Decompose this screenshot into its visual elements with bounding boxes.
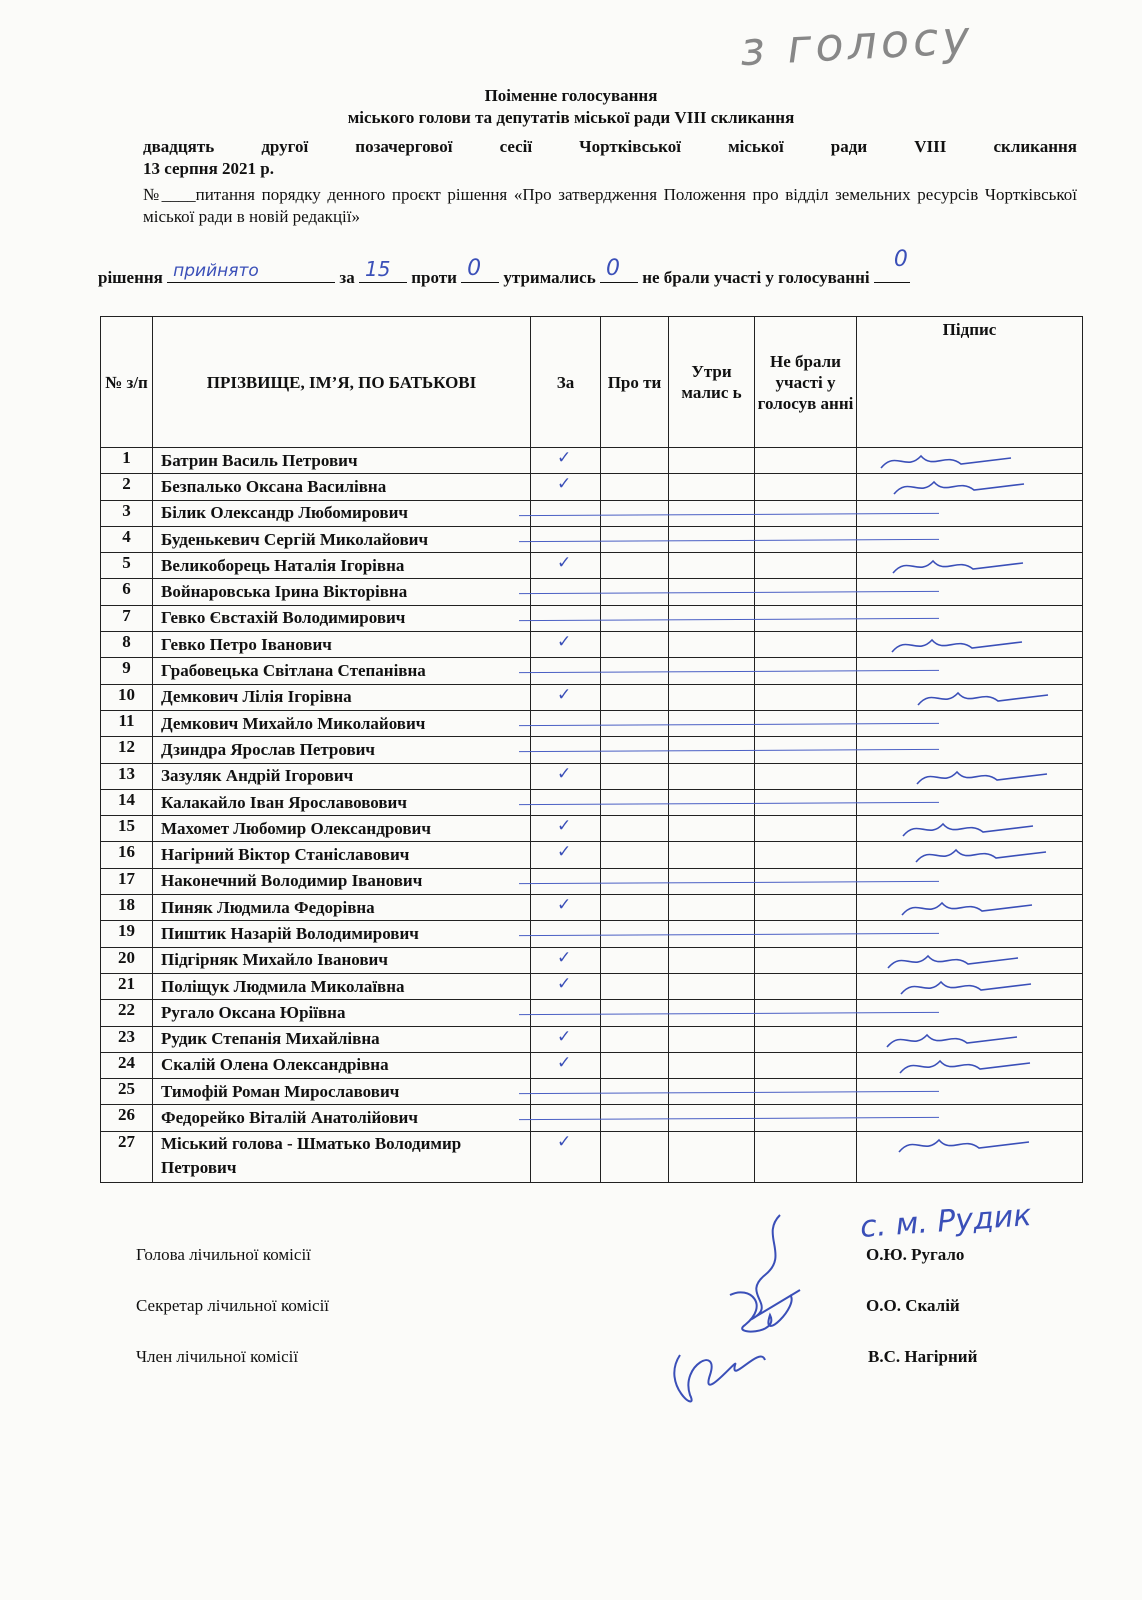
vote-for-cell: [531, 448, 601, 474]
document-title: Поіменне голосування: [484, 86, 658, 105]
vote-against-cell: [601, 816, 669, 842]
signature-icon: [861, 632, 1061, 658]
vote-against-cell: [601, 947, 669, 973]
table-row: [101, 1000, 1083, 1026]
signature-stroke: [903, 824, 1033, 836]
row-number: 27: [101, 1131, 153, 1182]
signature-cell: [857, 632, 1083, 658]
vote-abstained-cell: [669, 448, 755, 474]
vote-not-participated-cell: [755, 553, 857, 579]
row-number: 21: [101, 973, 153, 999]
decision-label: рішення: [98, 268, 163, 287]
deputy-name: Грабовецька Світлана Степанівна: [153, 658, 531, 684]
vote-abstained-cell: [669, 553, 755, 579]
table-row: [101, 448, 1083, 474]
table-row: [101, 1131, 1083, 1182]
handwritten-corner-note: з голосу: [738, 9, 975, 77]
row-number: 19: [101, 921, 153, 947]
header-not-participated: Не брали участі у голосув анні: [755, 317, 857, 448]
table-row: [101, 684, 1083, 710]
signature-cell: [857, 947, 1083, 973]
vote-for-cell: [531, 1000, 601, 1026]
checkmark-icon: ✓: [557, 632, 572, 653]
for-label: за: [339, 268, 355, 287]
chair-role: Голова лічильної комісії: [136, 1245, 311, 1264]
vote-for-cell: [531, 816, 601, 842]
vote-against-cell: [601, 474, 669, 500]
signature-stroke: [892, 640, 1022, 652]
row-number: 12: [101, 737, 153, 763]
vote-for-cell: [531, 605, 601, 631]
table-row: [101, 737, 1083, 763]
header-abstained: Утри малис ь: [669, 317, 755, 448]
signature-cell: [857, 474, 1083, 500]
deputy-name: Рудик Степанія Михайлівна: [153, 1026, 531, 1052]
row-number: 10: [101, 684, 153, 710]
vote-for-cell: [531, 789, 601, 815]
vote-for-cell: [531, 1131, 601, 1182]
row-number: 1: [101, 448, 153, 474]
document-subtitle: міського голови та депутатів міської ради VIII скликання: [347, 108, 795, 127]
vote-abstained-cell: [669, 1026, 755, 1052]
checkmark-icon: ✓: [557, 763, 572, 784]
table-row: [101, 1079, 1083, 1105]
signature-icon: [861, 764, 1061, 790]
deputy-name: Батрин Василь Петрович: [153, 448, 531, 474]
signature-cell: [857, 842, 1083, 868]
table-row: [101, 816, 1083, 842]
deputy-name: Безпалько Оксана Василівна: [153, 474, 531, 500]
checkmark-icon: ✓: [557, 1131, 572, 1152]
signature-stroke: [917, 772, 1047, 784]
session-line: двадцять другої позачергової сесії Чортківської міської ради VIII скликання: [143, 137, 1077, 156]
vote-not-participated-cell: [755, 895, 857, 921]
vote-abstained-cell: [669, 895, 755, 921]
deputy-name: Великоборець Наталія Ігорівна: [153, 553, 531, 579]
signature-icon: [861, 474, 1061, 500]
signature-cell: [857, 1105, 1083, 1131]
vote-for-cell: [531, 658, 601, 684]
signature-cell: [857, 500, 1083, 526]
handwritten-signature-note: с. м. Рудик: [858, 1198, 1033, 1245]
signature-icon: [861, 816, 1061, 842]
signature-stroke: [902, 903, 1032, 915]
signature-cell: [857, 710, 1083, 736]
checkmark-icon: ✓: [557, 448, 572, 468]
signature-cell: [857, 1000, 1083, 1026]
signature-icon: [861, 1027, 1061, 1053]
row-number: 6: [101, 579, 153, 605]
table-row: [101, 1105, 1083, 1131]
table-row: [101, 895, 1083, 921]
deputy-name: Нагірний Віктор Станіславович: [153, 842, 531, 868]
checkmark-icon: ✓: [557, 973, 572, 994]
deputy-name: Пиштик Назарій Володимирович: [153, 921, 531, 947]
vote-for-cell: [531, 842, 601, 868]
vote-for-cell: [531, 1105, 601, 1131]
vote-against-cell: [601, 500, 669, 526]
member-role: Член лічильної комісії: [136, 1347, 299, 1366]
deputy-name: Дзиндра Ярослав Петрович: [153, 737, 531, 763]
vote-for-cell: [531, 684, 601, 710]
against-blank: [461, 256, 499, 283]
signature-cell: [857, 1131, 1083, 1182]
decision-blank: [167, 261, 335, 283]
row-number: 17: [101, 868, 153, 894]
deputy-name: Ругало Оксана Юріївна: [153, 1000, 531, 1026]
signature-stroke: [881, 456, 1011, 468]
vote-abstained-cell: [669, 1131, 755, 1182]
deputy-name: Махомет Любомир Олександрович: [153, 816, 531, 842]
checkmark-icon: ✓: [557, 895, 572, 916]
table-row: [101, 947, 1083, 973]
header-num: № з/п: [101, 317, 153, 448]
signature-icon: [861, 1132, 1061, 1158]
table-header-row: [101, 317, 1083, 448]
table-row: [101, 605, 1083, 631]
deputy-name: Тимофій Роман Мирославович: [153, 1079, 531, 1105]
deputy-name: Гевко Петро Іванович: [153, 632, 531, 658]
table-row: [101, 474, 1083, 500]
signature-icon: [861, 974, 1061, 1000]
secretary-role: Секретар лічильної комісії: [136, 1296, 330, 1315]
vote-for-cell: [531, 553, 601, 579]
checkmark-icon: ✓: [557, 474, 572, 495]
vote-abstained-cell: [669, 973, 755, 999]
commission-signatures: [640, 1195, 860, 1435]
deputy-name: Демкович Михайло Миколайович: [153, 710, 531, 736]
vote-for-cell: [531, 895, 601, 921]
row-number: 18: [101, 895, 153, 921]
vote-for-cell: [531, 526, 601, 552]
row-number: 13: [101, 763, 153, 789]
member-name: В.С. Нагірний: [868, 1347, 978, 1366]
table-row: [101, 973, 1083, 999]
checkmark-icon: ✓: [557, 1026, 572, 1047]
abstained-value: 0: [605, 256, 620, 281]
table-row: [101, 710, 1083, 736]
row-number: 22: [101, 1000, 153, 1026]
vote-for-cell: [531, 500, 601, 526]
vote-abstained-cell: [669, 842, 755, 868]
checkmark-icon: ✓: [557, 553, 572, 574]
signature-cell: [857, 526, 1083, 552]
checkmark-icon: ✓: [557, 816, 572, 837]
vote-abstained-cell: [669, 947, 755, 973]
deputy-name: Наконечний Володимир Іванович: [153, 868, 531, 894]
against-label: проти: [411, 268, 457, 287]
vote-for-cell: [531, 710, 601, 736]
vote-for-cell: [531, 947, 601, 973]
vote-abstained-cell: [669, 1052, 755, 1078]
vote-for-cell: [531, 868, 601, 894]
table-row: [101, 1052, 1083, 1078]
checkmark-icon: ✓: [557, 842, 572, 863]
table-row: [101, 789, 1083, 815]
agenda-item-line: №____питання порядку денного проєкт рішення «Про затвердження Положення про відділ земельних ресурсів Чортківської міської ради в новій редакції»: [143, 185, 1077, 226]
table-row: [101, 658, 1083, 684]
deputy-name: Підгірняк Михайло Іванович: [153, 947, 531, 973]
vote-abstained-cell: [669, 474, 755, 500]
table-row: [101, 763, 1083, 789]
signature-cell: [857, 868, 1083, 894]
signature-stroke: [916, 850, 1046, 862]
checkmark-icon: ✓: [557, 684, 572, 705]
deputy-name: Калакайло Іван Ярославовович: [153, 789, 531, 815]
abstained-label: утримались: [503, 268, 596, 287]
header-for: За: [531, 317, 601, 448]
vote-against-cell: [601, 684, 669, 710]
signature-icon: [861, 842, 1061, 868]
signature-cell: [857, 816, 1083, 842]
table-row: [101, 921, 1083, 947]
vote-against-cell: [601, 973, 669, 999]
vote-not-participated-cell: [755, 684, 857, 710]
signature-stroke: [888, 956, 1018, 968]
row-number: 23: [101, 1026, 153, 1052]
vote-against-cell: [601, 895, 669, 921]
vote-not-participated-cell: [755, 474, 857, 500]
deputy-name: Зазуляк Андрій Ігорович: [153, 763, 531, 789]
vote-for-cell: [531, 1026, 601, 1052]
secretary-name: О.О. Скалій: [866, 1296, 960, 1315]
signature-icon: [861, 1053, 1061, 1079]
vote-not-participated-cell: [755, 632, 857, 658]
deputy-name: Федорейко Віталій Анатолійович: [153, 1105, 531, 1131]
signature-cell: [857, 553, 1083, 579]
signature-cell: [857, 921, 1083, 947]
vote-against-cell: [601, 842, 669, 868]
vote-for-cell: [531, 579, 601, 605]
checkmark-icon: ✓: [557, 947, 572, 968]
checkmark-icon: ✓: [557, 1052, 572, 1073]
signature-cell: [857, 448, 1083, 474]
deputy-name: Войнаровська Ірина Вікторівна: [153, 579, 531, 605]
table-row: [101, 526, 1083, 552]
decision-line: [98, 247, 910, 288]
signature-stroke: [893, 561, 1023, 573]
row-number: 8: [101, 632, 153, 658]
deputy-name: Скалій Олена Олександрівна: [153, 1052, 531, 1078]
row-number: 9: [101, 658, 153, 684]
signature-stroke: [918, 693, 1048, 705]
table-row: [101, 842, 1083, 868]
table-row: [101, 579, 1083, 605]
vote-for-cell: [531, 973, 601, 999]
for-value: 15: [364, 257, 391, 281]
signature-stroke: [901, 982, 1031, 994]
row-number: 2: [101, 474, 153, 500]
table-row: [101, 632, 1083, 658]
row-number: 25: [101, 1079, 153, 1105]
chair-name: О.Ю. Ругало: [866, 1245, 965, 1264]
signature-cell: [857, 1052, 1083, 1078]
signature-stroke: [900, 1061, 1030, 1073]
deputy-name: Міський голова - Шматько Володимир Петрович: [153, 1131, 531, 1182]
vote-against-cell: [601, 1052, 669, 1078]
signature-icon: [861, 685, 1061, 711]
row-number: 14: [101, 789, 153, 815]
deputy-name: Гевко Євстахій Володимирович: [153, 605, 531, 631]
row-number: 3: [101, 500, 153, 526]
row-number: 4: [101, 526, 153, 552]
signature-icon: [861, 895, 1061, 921]
vote-for-cell: [531, 474, 601, 500]
table-row: [101, 500, 1083, 526]
not-participated-blank: [874, 247, 910, 283]
not-participated-value: 0: [893, 247, 908, 272]
vote-not-participated-cell: [755, 816, 857, 842]
vote-against-cell: [601, 553, 669, 579]
signature-cell: [857, 789, 1083, 815]
row-number: 16: [101, 842, 153, 868]
header-against: Про ти: [601, 317, 669, 448]
row-number: 5: [101, 553, 153, 579]
deputy-name: Поліщук Людмила Миколаївна: [153, 973, 531, 999]
deputy-name: Демкович Лілія Ігорівна: [153, 684, 531, 710]
vote-against-cell: [601, 632, 669, 658]
vote-not-participated-cell: [755, 947, 857, 973]
member-signature-stroke: [674, 1355, 765, 1401]
vote-for-cell: [531, 1079, 601, 1105]
row-number: 26: [101, 1105, 153, 1131]
vote-not-participated-cell: [755, 448, 857, 474]
header-signature: Підпис: [857, 317, 1083, 448]
signature-cell: [857, 1026, 1083, 1052]
row-number: 24: [101, 1052, 153, 1078]
vote-abstained-cell: [669, 816, 755, 842]
vote-not-participated-cell: [755, 973, 857, 999]
signature-cell: [857, 579, 1083, 605]
vote-against-cell: [601, 763, 669, 789]
signature-icon: [861, 448, 1061, 474]
vote-not-participated-cell: [755, 763, 857, 789]
vote-for-cell: [531, 763, 601, 789]
decision-value: прийнято: [173, 261, 259, 281]
vote-for-cell: [531, 1052, 601, 1078]
table-row: [101, 868, 1083, 894]
vote-abstained-cell: [669, 684, 755, 710]
row-number: 7: [101, 605, 153, 631]
row-number: 11: [101, 710, 153, 736]
deputy-name: Білик Олександр Любомирович: [153, 500, 531, 526]
vote-not-participated-cell: [755, 1131, 857, 1182]
vote-abstained-cell: [669, 763, 755, 789]
header-name: ПРІЗВИЩЕ, ІМ’Я, ПО БАТЬКОВІ: [153, 317, 531, 448]
signature-cell: [857, 605, 1083, 631]
not-participated-label: не брали участі у голосуванні: [642, 268, 870, 287]
table-row: [101, 1026, 1083, 1052]
signature-cell: [857, 1079, 1083, 1105]
signature-icon: [861, 948, 1061, 974]
vote-for-cell: [531, 737, 601, 763]
signature-stroke: [894, 482, 1024, 494]
table-row: [101, 553, 1083, 579]
vote-for-cell: [531, 632, 601, 658]
roll-call-table: [100, 316, 1083, 1183]
vote-against-cell: [601, 1131, 669, 1182]
vote-not-participated-cell: [755, 842, 857, 868]
for-blank: [359, 257, 407, 283]
vote-not-participated-cell: [755, 1052, 857, 1078]
signature-cell: [857, 763, 1083, 789]
row-number: 15: [101, 816, 153, 842]
signature-icon: [861, 553, 1061, 579]
vote-not-participated-cell: [755, 1026, 857, 1052]
date-line: 13 серпня 2021 р.: [143, 159, 274, 178]
against-value: 0: [467, 256, 482, 281]
signature-stroke: [899, 1140, 1029, 1152]
vote-abstained-cell: [669, 632, 755, 658]
signature-cell: [857, 684, 1083, 710]
row-number: 20: [101, 947, 153, 973]
signature-cell: [857, 658, 1083, 684]
deputy-name: Буденькевич Сергій Миколайович: [153, 526, 531, 552]
vote-against-cell: [601, 1026, 669, 1052]
signature-cell: [857, 973, 1083, 999]
signature-stroke: [887, 1035, 1017, 1047]
signature-cell: [857, 737, 1083, 763]
abstained-blank: [600, 256, 638, 283]
deputy-name: Пиняк Людмила Федорівна: [153, 895, 531, 921]
vote-for-cell: [531, 921, 601, 947]
vote-against-cell: [601, 448, 669, 474]
signature-cell: [857, 895, 1083, 921]
